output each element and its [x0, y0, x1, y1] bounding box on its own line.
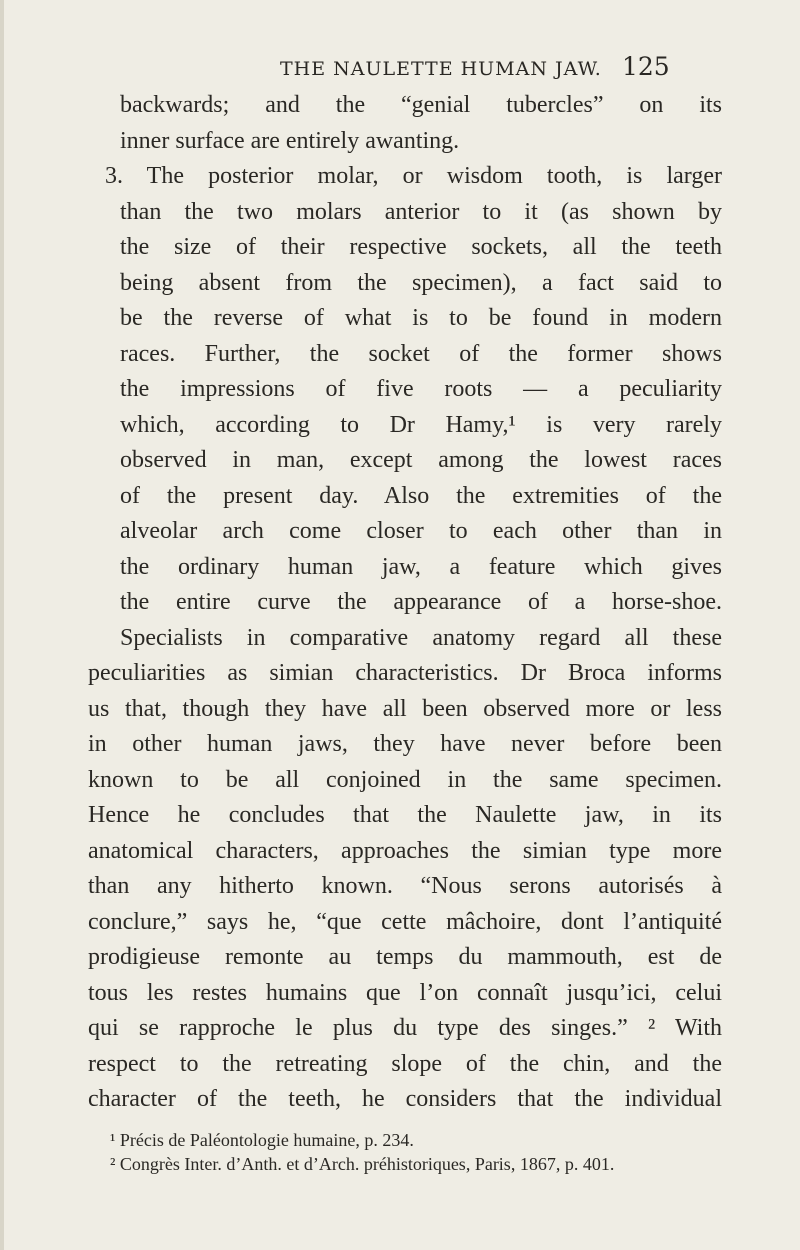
- page-header: [0, 52, 800, 88]
- footnotes: [110, 1128, 730, 1176]
- text-line: which, according to Dr Hamy,¹ is very rarely: [120, 411, 722, 438]
- page-number: 125: [622, 52, 670, 81]
- text-line: the impressions of five roots — a peculiarity: [120, 376, 722, 402]
- running-head: THE NAULETTE HUMAN JAW.: [280, 58, 602, 80]
- text-line: qui se rapproche le plus du type des singes.” ² With: [88, 1015, 722, 1041]
- body-text: [88, 88, 722, 1118]
- text-line: peculiarities as simian characteristics. Dr Broca informs: [88, 660, 722, 686]
- text-line: the ordinary human jaw, a feature which gives: [120, 553, 722, 580]
- text-line: than any hitherto known. “Nous serons autorisés à: [88, 873, 722, 899]
- text-line: Hence he concludes that the Naulette jaw, in its: [88, 802, 722, 828]
- text-line: the entire curve the appearance of a horse-shoe.: [120, 589, 722, 615]
- text-line: us that, though they have all been observed more or less: [88, 695, 722, 722]
- text-line: than the two molars anterior to it (as shown by: [120, 198, 722, 225]
- footnote: ² Congrès Inter. d’Anth. et d’Arch. préhistoriques, Paris, 1867, p. 401.: [110, 1154, 615, 1174]
- text-line: races. Further, the socket of the former shows: [120, 340, 722, 367]
- text-line: tous les restes humains que l’on connaît jusqu’ici, celui: [88, 979, 722, 1006]
- page-edge: [0, 0, 4, 1250]
- text-line: observed in man, except among the lowest races: [120, 447, 722, 473]
- text-line: inner surface are entirely awanting.: [120, 127, 460, 154]
- text-line: be the reverse of what is to be found in modern: [120, 305, 722, 331]
- text-line: the size of their respective sockets, all the teeth: [120, 234, 722, 260]
- text-line: of the present day. Also the extremities of the: [120, 482, 722, 509]
- text-line: alveolar arch come closer to each other than in: [120, 518, 722, 544]
- text-line: backwards; and the “genial tubercles” on its: [120, 92, 722, 118]
- text-line: conclure,” says he, “que cette mâchoire, dont l’antiquité: [88, 908, 722, 935]
- text-line: Specialists in comparative anatomy regard all these: [120, 624, 722, 651]
- text-line: 3. The posterior molar, or wisdom tooth, is larger: [105, 163, 722, 189]
- text-line: respect to the retreating slope of the chin, and the: [88, 1050, 722, 1077]
- footnote: ¹ Précis de Paléontologie humaine, p. 234.: [110, 1130, 414, 1150]
- text-line: character of the teeth, he considers that the individual: [88, 1086, 722, 1112]
- text-line: in other human jaws, they have never before been: [88, 731, 722, 757]
- text-line: anatomical characters, approaches the simian type more: [88, 837, 722, 864]
- text-line: prodigieuse remonte au temps du mammouth, est de: [88, 944, 722, 970]
- text-line: known to be all conjoined in the same specimen.: [88, 766, 722, 793]
- text-line: being absent from the specimen), a fact said to: [120, 269, 722, 296]
